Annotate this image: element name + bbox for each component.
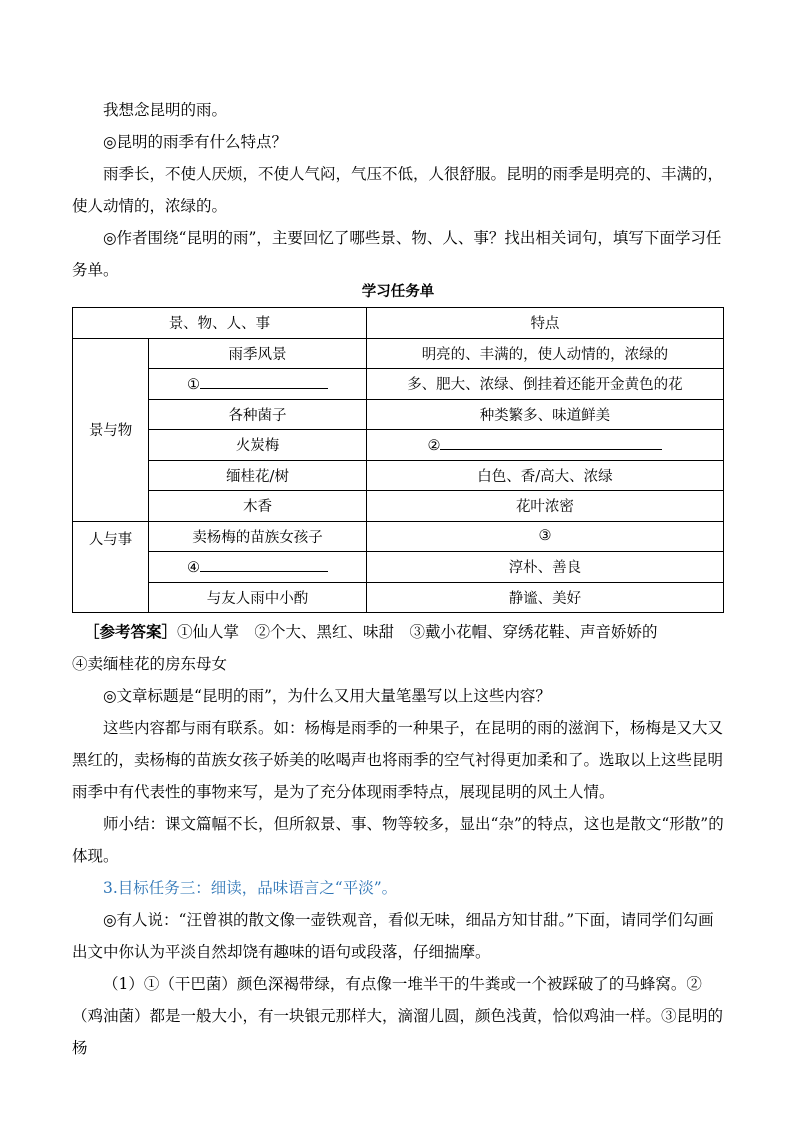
- row-trait: ③: [366, 521, 723, 552]
- table-row: [73, 521, 724, 552]
- question-title-meaning: ◎文章标题是“昆明的雨”，为什么又用大量笔墨写以上这些内容？: [103, 687, 551, 705]
- table-header-row: [73, 308, 724, 339]
- table-row: [73, 369, 724, 400]
- section-heading-task3: 3.目标任务三：细读，品味语言之“平淡”。: [103, 879, 398, 897]
- answer-title-meaning: 这些内容都与雨有联系。如：杨梅是雨季的一种果子，在昆明的雨的滋润下，杨梅是又大又黑红的，卖杨梅的苗族女孩子娇美的吆喝声也将雨季的空气衬得更加柔和了。选取以上这些昆明雨季中有代表性的事物来写，是为了充分体现雨季特点，展现昆明的风土人情。: [72, 719, 724, 801]
- row-item: 与友人雨中小酌: [149, 582, 367, 613]
- fill-blank-line[interactable]: [200, 557, 328, 572]
- table-row: [73, 460, 724, 491]
- fill-blank-line[interactable]: [440, 435, 662, 450]
- blank-marker: ④: [187, 560, 200, 577]
- header-items: 景、物、人、事: [73, 308, 367, 339]
- reference-answer-text: ①仙人掌 ②个大、黑红、味甜 ③戴小花帽、穿绣花鞋、声音娇娇的: [177, 623, 658, 641]
- row-item: 木香: [149, 491, 367, 522]
- row-item: 各种菌子: [149, 399, 367, 430]
- question-scenes: ◎作者围绕“昆明的雨”，主要回忆了哪些景、物、人、事？找出相关词句，填写下面学习任务单。: [72, 229, 722, 279]
- question-plain-language: ◎有人说：“汪曾祺的散文像一壶铁观音，看似无味，细品方知甘甜。”下面，请同学们勾画出文中你认为平淡自然却饶有趣味的语句或段落，仔细揣摩。: [72, 911, 714, 961]
- row-trait: 明亮的、丰满的，使人动情的，浓绿的: [366, 338, 723, 369]
- table-row: [73, 491, 724, 522]
- teacher-summary: 师小结：课文篇幅不长，但所叙景、事、物等较多，显出“杂”的特点，这也是散文“形散”的体现。: [72, 815, 724, 865]
- table-row: [73, 582, 724, 613]
- row-trait: 花叶浓密: [366, 491, 723, 522]
- fill-blank-line[interactable]: [200, 374, 328, 389]
- row-item: 缅桂花/树: [149, 460, 367, 491]
- row-item: 火炭梅: [149, 430, 367, 461]
- reference-answer-line2: ④卖缅桂花的房东母女: [72, 655, 228, 673]
- row-trait: 种类繁多、味道鲜美: [366, 399, 723, 430]
- example-paragraph: （1）①（干巴菌）颜色深褐带绿，有点像一堆半干的牛粪或一个被踩破了的马蜂窝。②（鸡油菌）都是一般大小，有一块银元那样大，滴溜儿圆，颜色浅黄，恰似鸡油一样。③昆明的杨: [72, 975, 724, 1057]
- table-row: [73, 552, 724, 583]
- table-row: [73, 399, 724, 430]
- row-trait: 静谧、美好: [366, 582, 723, 613]
- reference-answer-label: ［参考答案］: [84, 622, 178, 641]
- row-trait: 淳朴、善良: [366, 552, 723, 583]
- row-item-blank: [149, 369, 367, 400]
- row-trait: 多、肥大、浓绿、倒挂着还能开金黄色的花: [366, 369, 723, 400]
- table-caption: 学习任务单: [361, 283, 435, 300]
- learning-task-table: [72, 307, 724, 613]
- header-traits: 特点: [366, 308, 723, 339]
- row-item: 卖杨梅的苗族女孩子: [149, 521, 367, 552]
- table-row: [73, 338, 724, 369]
- blank-marker: ①: [187, 377, 200, 394]
- row-trait: 白色、香/高大、浓绿: [366, 460, 723, 491]
- blank-marker: ②: [427, 438, 441, 455]
- reference-answer-line1: [84, 616, 724, 648]
- row-item-blank: [149, 552, 367, 583]
- group-label-scenes: 景与物: [73, 338, 149, 521]
- question-rain-season: ◎昆明的雨季有什么特点？: [103, 133, 288, 151]
- row-trait-blank: [366, 430, 723, 461]
- group-label-people: 人与事: [73, 521, 149, 613]
- table-row: [73, 430, 724, 461]
- row-item: 雨季风景: [149, 338, 367, 369]
- paragraph-miss-rain: 我想念昆明的雨。: [103, 101, 228, 119]
- answer-rain-season: 雨季长，不使人厌烦，不使人气闷，气压不低，人很舒服。昆明的雨季是明亮的、丰满的，使人动情的，浓绿的。: [72, 165, 724, 215]
